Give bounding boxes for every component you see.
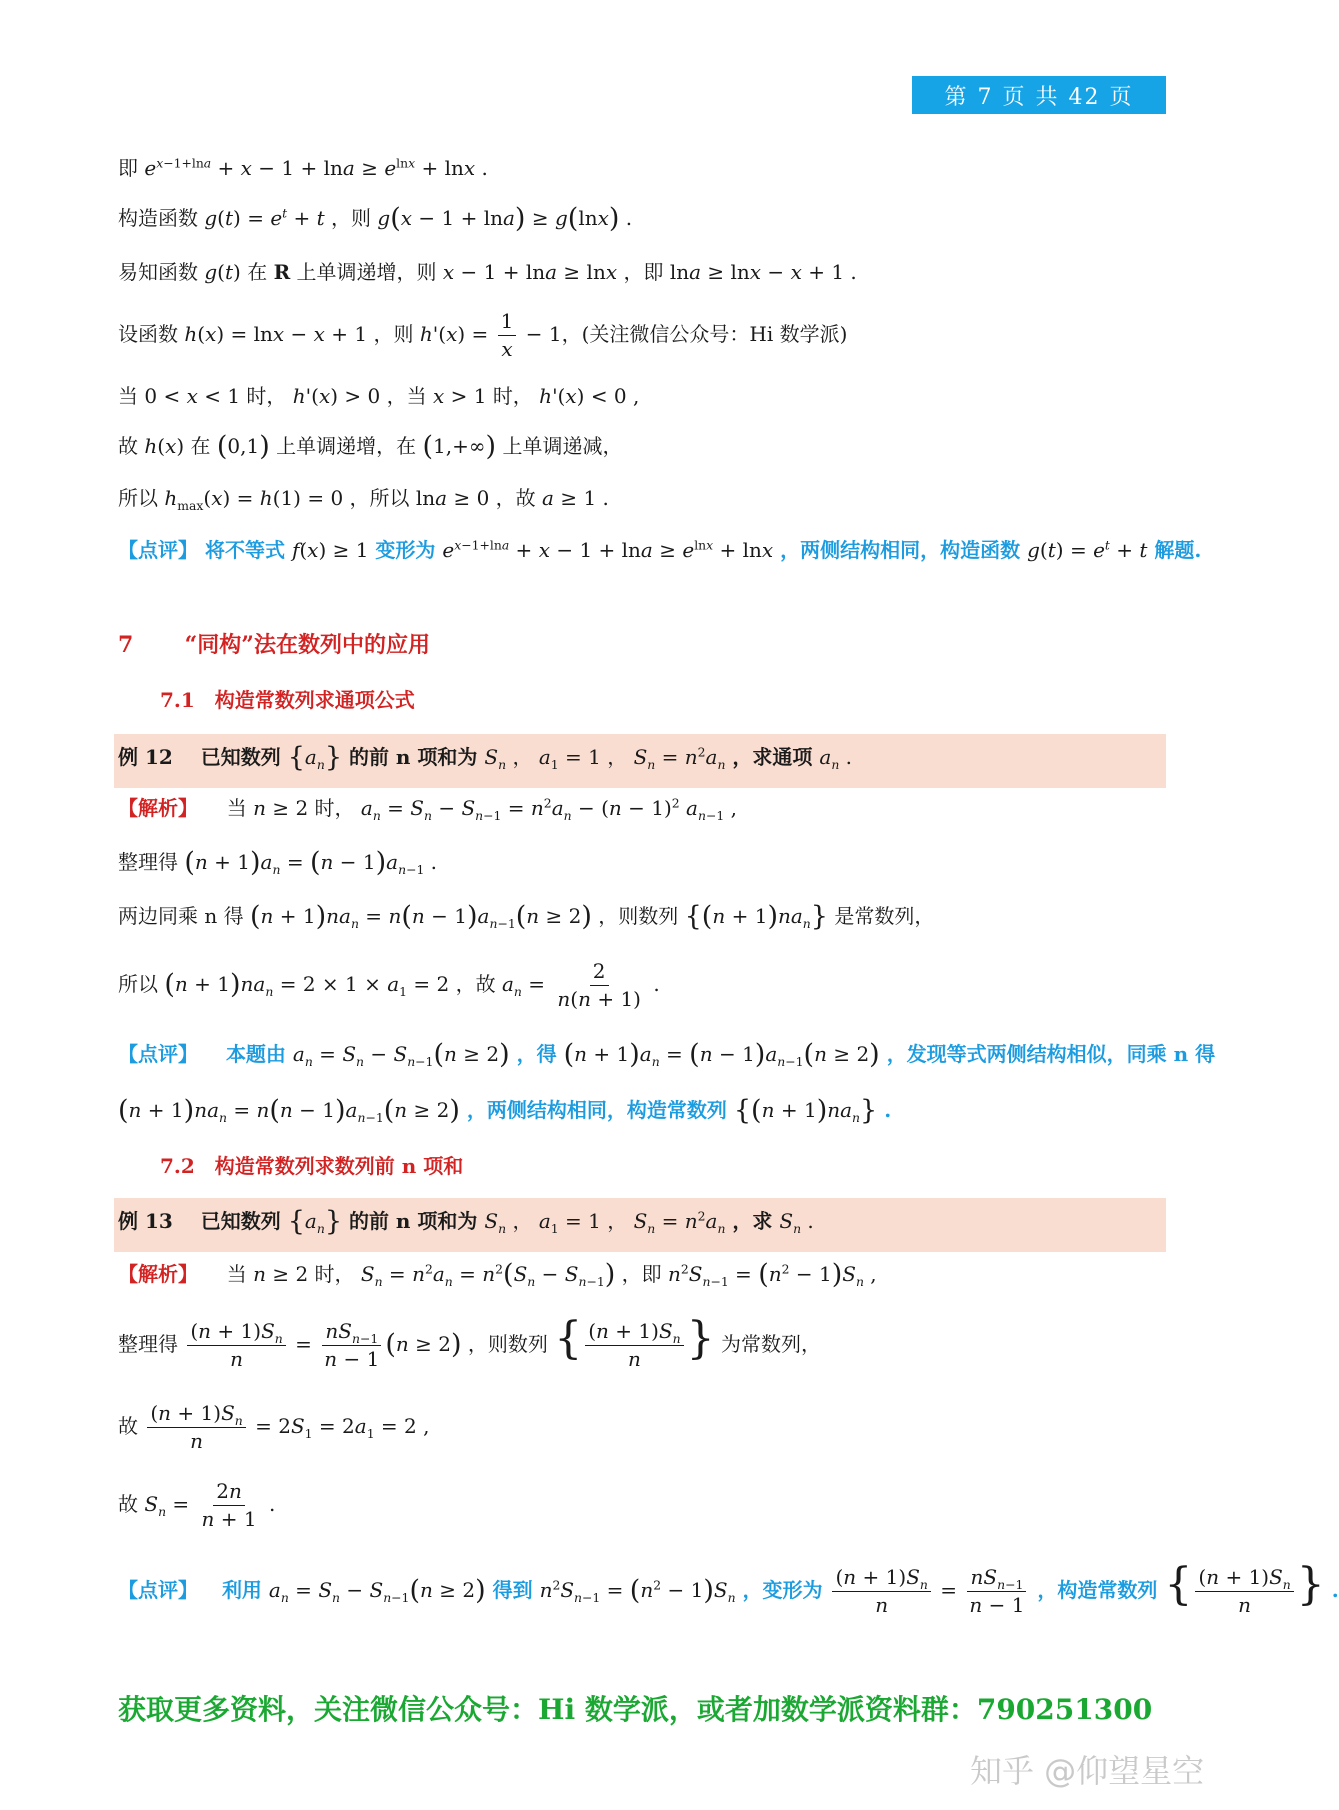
solution-line: 故 $\frac{(n + 1)S_n}{n}$ = $2S_1 = 2a_1 = 2$ , xyxy=(118,1401,430,1453)
equation-line: 设函数 h(x) = lnx − x + 1 ，则 h'(x) = $\frac{1}{x}$ − 1，(关注微信公众号：Hi 数学派) xyxy=(118,309,848,361)
footer-promo: 获取更多资料，关注微信公众号：Hi 数学派，或者加数学派资料群：790251300 xyxy=(118,1693,1153,1726)
equation-line: 故 h(x) 在 (0,1) 上单调递增，在 (1,+∞) 上单调递减， xyxy=(118,431,623,462)
example-13-statement: 例 13 已知数列 $\{a_n\}$ 的前 n 项和为 $S_n$ ， $a_1 = 1$ ， $S_n = n^2a_n$ ，求 $S_n$ . xyxy=(118,1206,814,1237)
solution-line: 两边同乘 n 得 $(n + 1)na_n = n(n - 1)a_{n-1}(n \ge 2)$ ，则数列 $\{(n + 1)na_n\}$ 是常数列， xyxy=(118,901,935,932)
solution-line: 【解析】 当 n ≥ 2 时， $a_n = S_n - S_{n-1} = n^2a_n - (n - 1)^2$ $a_{n-1}$ , xyxy=(118,795,737,823)
equation-line: 即 $e^{x-1+lna} + x - 1 + \ln a \ge e^{lnx} + \ln x$ . xyxy=(118,155,488,180)
solution-line: 所以 $(n + 1)na_n = 2 \times 1 \times a_1 = 2$ ，故 $a_n$ = $\frac{2}{n(n + 1)}$ . xyxy=(118,959,660,1011)
solution-line: 【解析】 当 n ≥ 2 时， $S_n = n^2a_n = n^2(S_n - S_{n-1})$ ，即 $n^2S_{n-1} = (n^2 - 1)S_n$ , xyxy=(118,1259,877,1290)
equation-line: 构造函数 $g(t) = e^t + t$ ，则 g(x − 1 + lna) ≥ g(lnx) . xyxy=(118,203,633,234)
solution-line: 整理得 $(n + 1)a_n = (n - 1)a_{n-1}$ . xyxy=(118,847,438,878)
solution-line: 整理得 $\frac{(n + 1)S_n}{n}$ = $\frac{nS_{n-1}}{n - 1}$ (n ≥ 2) ，则数列 { $\frac{(n + 1)S_n}{n}$ } 为常数列， xyxy=(118,1313,821,1371)
subsection-heading: 7.1 构造常数列求通项公式 xyxy=(160,688,415,712)
equation-line: 所以 $h_{max}(x) = h(1) = 0$ ，所以 lna ≥ 0 ，故 a ≥ 1 . xyxy=(118,486,609,513)
watermark: 知乎 @仰望星空 xyxy=(970,1752,1205,1790)
review-comment: $(n + 1)na_n = n(n - 1)a_{n-1}(n \ge 2)$ ，两侧结构相同，构造常数列 $\{(n + 1)na_n\}$ . xyxy=(118,1095,892,1126)
solution-line: 故 $S_n$ = $\frac{2n}{n + 1}$ . xyxy=(118,1479,276,1531)
equation-line: 易知函数 g(t) 在 R 上单调递增，则 x − 1 + lna ≥ lnx ，即 lna ≥ lnx − x + 1 . xyxy=(118,260,857,284)
subsection-heading: 7.2 构造常数列求数列前 n 项和 xyxy=(160,1154,464,1178)
section-heading: 7 “同构”法在数列中的应用 xyxy=(118,632,430,658)
page-number-badge: 第 7 页 共 42 页 xyxy=(912,76,1166,114)
example-12-statement: 例 12 已知数列 $\{a_n\}$ 的前 n 项和为 $S_n$ ， $a_1 = 1$ ， $S_n = n^2a_n$ ，求通项 $a_n$ . xyxy=(118,742,853,773)
review-comment: 【点评】 将不等式 f(x) ≥ 1 变形为 $e^{x-1+lna} + x - 1 + \ln a \ge e^{lnx} + \ln x$ ，两侧结构相同，构造函数 $g(t) = e^t + t$ 解题. xyxy=(118,537,1202,562)
review-comment: 【点评】 本题由 $a_n = S_n - S_{n-1}(n \ge 2)$ ，得 $(n + 1)a_n = (n - 1)a_{n-1}(n \ge 2)$ ，发现等式两侧结构相似，同乘 n 得 xyxy=(118,1039,1216,1070)
review-comment: 【点评】 利用 $a_n = S_n - S_{n-1}(n \ge 2)$ 得到 $n^2S_{n-1} = (n^2 - 1)S_n$ ，变形为 $\frac{(n + 1)S_n}{n}$ = $\frac{nS_{n-1}}{n - 1}$ ，构造常数列 { $\frac{(n + 1)S_n}{n}$ } . xyxy=(118,1559,1339,1617)
equation-line: 当 0 < x < 1 时， h'(x) > 0 ，当 x > 1 时， h'(x) < 0 , xyxy=(118,384,640,408)
